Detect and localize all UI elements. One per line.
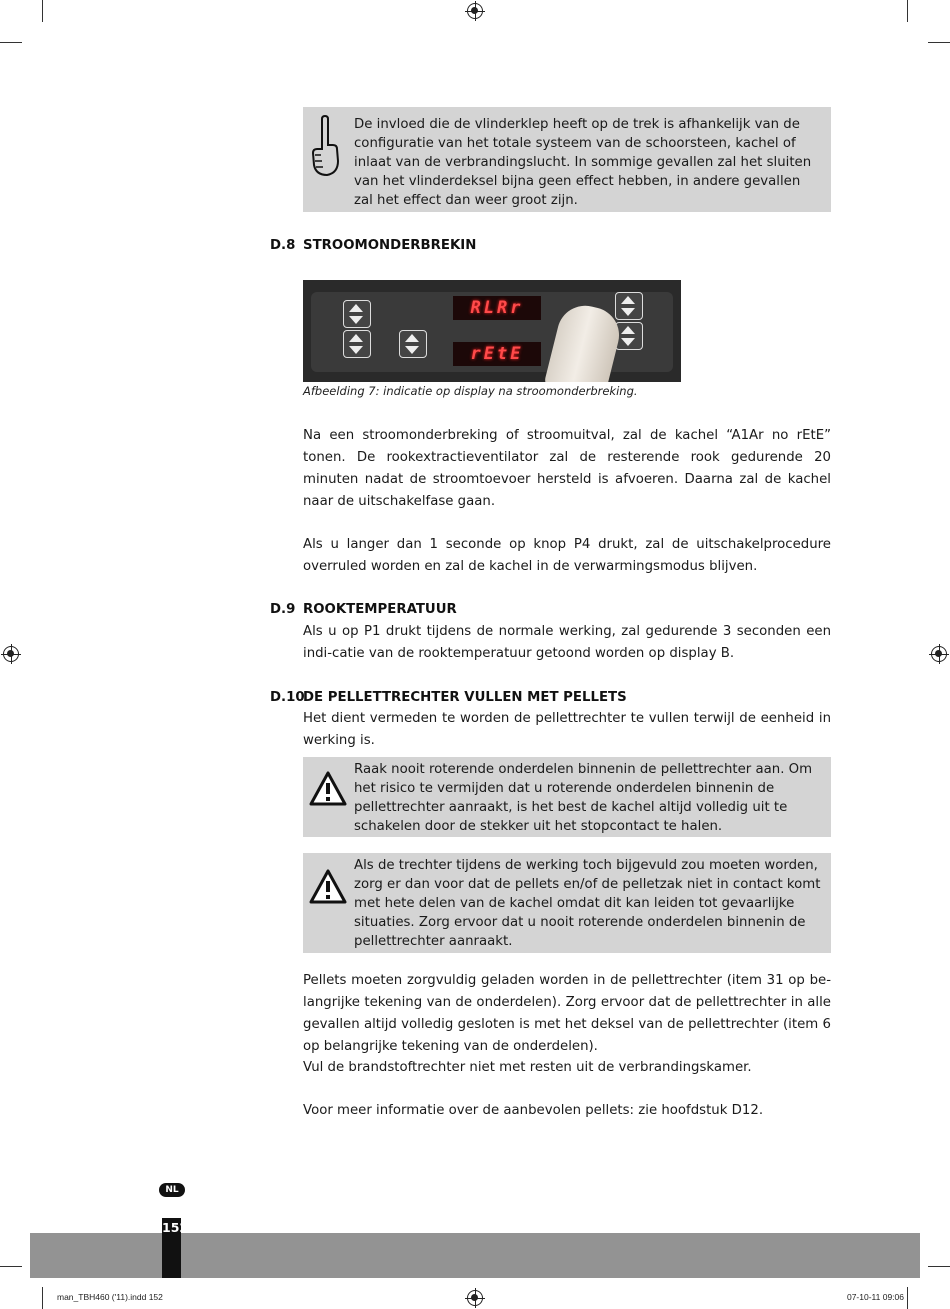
warning-triangle-icon (309, 869, 347, 905)
date-slug: 07-10-11 09:06 (846, 1292, 904, 1302)
crop-mark (907, 1287, 908, 1309)
panel-set-button-icon (399, 330, 427, 358)
section-number: D.8 (270, 238, 296, 253)
registration-mark-icon (467, 1290, 483, 1306)
crop-mark (907, 0, 908, 22)
pointing-hand-icon (309, 115, 343, 179)
paragraph: Als u op P1 drukt tijdens de normale werking, zal gedurende 3 seconden een indi-catie van de rooktemperatuur getoond worden op display B. (303, 624, 831, 661)
warning-box (303, 853, 831, 953)
paragraph: Na een stroomonderbreking of stroomuitval, zal de kachel “A1Ar no rEtE” tonen. De rookextractieventilator zal de resterende rook gedurende 20 minuten nadat de stroomtoevoer hersteld is afvoeren. Daarna zal de kachel naar de uitschakelfase gaan. (303, 428, 831, 509)
crop-mark (42, 1287, 43, 1309)
section-title: STROOMONDERBREKIN (303, 238, 477, 253)
panel-up-button-icon (343, 300, 371, 328)
language-badge: NL (159, 1183, 185, 1197)
section-heading-d9 (270, 602, 457, 617)
control-panel-photo (303, 280, 681, 382)
paragraph: Pellets moeten zorgvuldig geladen worden in de pellettrechter (item 31 op be-langrijke tekening van de onderdelen). Zorg ervoor dat de pellettrechter in alle gevallen altijd volledig gesloten is met het deksel van de pellettrechter (item 6 op belangrijke tekening van de onderdelen). (303, 973, 831, 1054)
registration-mark-icon (3, 646, 19, 662)
note-box (303, 107, 831, 212)
paragraph: Voor meer informatie over de aanbevolen pellets: zie hoofdstuk D12. (303, 1103, 764, 1118)
panel-up-button-icon (615, 292, 643, 320)
crop-mark (0, 1266, 22, 1267)
crop-mark (42, 0, 43, 22)
warning-text: Raak nooit roterende onderdelen binnenin de pellettrechter aan. Om het risico te vermijden dat u roterende onderdelen binnenin de pellettrechter aanraakt, is het best de kachel altijd volledig uit te schakelen door de stekker uit het stopcontact te halen. (354, 762, 813, 834)
display-bottom: rEtE (453, 342, 541, 366)
section-number: D.9 (270, 602, 296, 617)
registration-mark-icon (931, 646, 947, 662)
page-number: 152 (162, 1220, 189, 1235)
crop-mark (928, 42, 950, 43)
crop-mark (928, 1266, 950, 1267)
file-slug: man_TBH460 ('11).indd 152 (57, 1292, 163, 1302)
section-heading-d10 (270, 690, 627, 705)
crop-mark (0, 42, 22, 43)
warning-triangle-icon (309, 771, 347, 807)
paragraph: Het dient vermeden te worden de pellettrechter te vullen terwijl de eenheid in werking is. (303, 711, 831, 748)
registration-mark-icon (467, 3, 483, 19)
panel-down-button-icon (343, 330, 371, 358)
note-text: De invloed die de vlinderklep heeft op de trek is afhankelijk van de configuratie van het totale systeem van de schoorsteen, kachel of inlaat van de verbrandingslucht. In sommige gevallen zal het sluiten van het vlinderdeksel bijna geen effect hebben, in andere gevallen zal het effect dan weer groot zijn. (354, 117, 812, 208)
figure-caption: Afbeelding 7: indicatie op display na stroomonderbreking. (303, 384, 638, 398)
section-heading-d8 (270, 238, 476, 253)
warning-box (303, 757, 831, 837)
section-title: DE PELLETTRECHTER VULLEN MET PELLETS (303, 690, 627, 705)
warning-text: Als de trechter tijdens de werking toch bijgevuld zou moeten worden, zorg er dan voor dat de pellets en/of de pelletzak niet in contact komt met hete delen van de kachel omdat dit kan leiden tot gevaarlijke situaties. Zorg ervoor dat u nooit roterende onderdelen binnenin de pellettrechter aanraakt. (354, 858, 821, 949)
paragraph: Vul de brandstoftrechter niet met resten uit de verbrandingskamer. (303, 1060, 752, 1075)
section-number: D.10 (270, 690, 305, 705)
paragraph: Als u langer dan 1 seconde op knop P4 drukt, zal de uitschakelprocedure overruled worden en zal de kachel in de verwarmingsmodus blijven. (303, 537, 831, 574)
section-title: ROOKTEMPERATUUR (303, 602, 457, 617)
display-top: RLRr (453, 296, 541, 320)
